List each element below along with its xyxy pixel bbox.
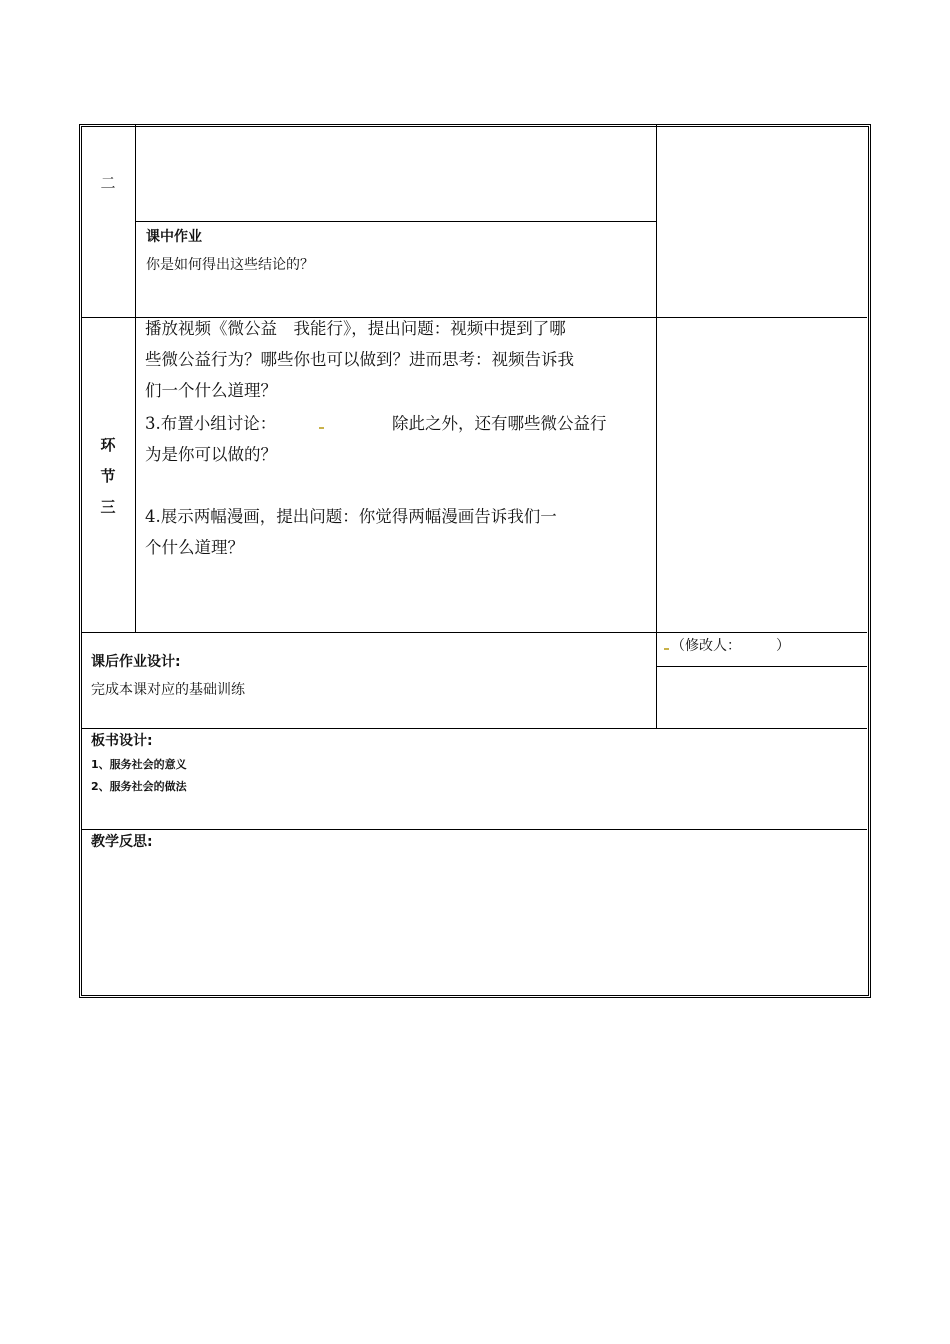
board-item-1: 1、服务社会的意义 <box>91 758 187 771</box>
col-divider-right <box>656 125 657 728</box>
section3-line-2: 些微公益行为？哪些你也可以做到？进而思考：视频告诉我 <box>145 350 574 369</box>
board-item-2: 2、服务社会的做法 <box>91 780 187 793</box>
row-divider-modifier <box>657 666 867 667</box>
modifier-label: （修改人： ） <box>671 638 790 654</box>
reflection-title: 教学反思: <box>91 834 153 850</box>
section3-label-1: 环 <box>100 436 116 454</box>
homework-text: 完成本课对应的基础训练 <box>91 682 245 698</box>
section3-label-3: 三 <box>100 498 116 516</box>
section3-line-3: 们一个什么道理？ <box>145 381 277 400</box>
row-divider-inclass <box>136 221 656 222</box>
edit-mark-icon <box>319 427 324 429</box>
homework-title: 课后作业设计: <box>91 654 181 670</box>
section3-line-6: 4.展示两幅漫画，提出问题：你觉得两幅漫画告诉我们一 <box>145 507 557 526</box>
section3-line-7: 个什么道理？ <box>145 538 244 557</box>
section3-line-5: 为是你可以做的？ <box>145 445 277 464</box>
section2-label: 二 <box>100 174 116 192</box>
row-divider-board <box>81 728 867 729</box>
board-title: 板书设计: <box>91 733 153 749</box>
section3-line-4b: 除此之外，还有哪些微公益行 <box>392 414 607 433</box>
section3-label <box>81 430 135 523</box>
section3-line-4: 3.布置小组讨论： <box>145 414 277 433</box>
col-divider-left <box>135 125 136 632</box>
inclass-text: 你是如何得出这些结论的？ <box>146 257 314 273</box>
row-divider-reflection <box>81 829 867 830</box>
row-divider-homework <box>81 632 867 633</box>
section3-label-2: 节 <box>100 467 116 485</box>
edit-mark-icon <box>664 648 669 650</box>
section3-line-1: 播放视频《微公益 我能行》，提出问题：视频中提到了哪 <box>145 319 566 338</box>
inclass-title: 课中作业 <box>146 229 202 245</box>
